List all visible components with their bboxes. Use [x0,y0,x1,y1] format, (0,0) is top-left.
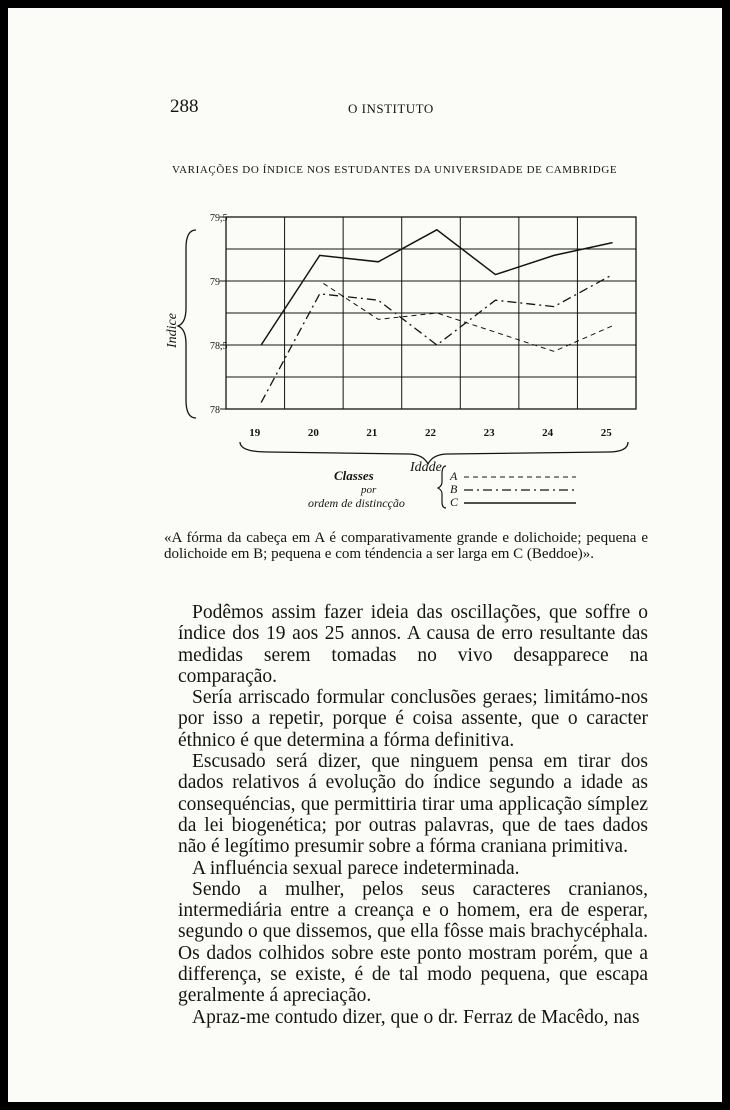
legend-label-ordem: ordem de distincção [308,496,405,510]
legend-label-classes: Classes [334,468,374,483]
chart-legend [449,469,576,509]
paragraph-3: Escusado será dizer, que ninguem pensa em tirar dos dados relativos á evolução do índice segundo a idade as consequéncias, que permittiria tirar uma applicação símplez da lei biogenética; por outras palavras, que de taes dados não é legítimo presumir sobre a fórma craniana primitiva. [178,751,648,858]
x-tick-label: 22 [425,427,436,439]
y-axis-brace [178,230,196,418]
x-tick-label: 19 [249,427,261,439]
paragraph-4: A influéncia sexual parece indeterminada. [192,857,520,879]
legend-label-por: por [361,484,377,496]
index-line-chart [8,8,722,528]
chart-title: VARIAÇÕES DO ÍNDICE NOS ESTUDANTES DA UNIVERSIDADE DE CAMBRIDGE [172,164,618,176]
x-tick-label: 21 [366,427,378,439]
series-A-line [261,281,612,351]
body-text [178,602,648,1028]
chart-labels [210,213,612,439]
y-tick-label: 79 [210,277,220,288]
x-axis-label: Idade [410,460,442,475]
x-tick-label: 24 [542,427,554,439]
legend-entry-B: B [450,482,458,496]
quoted-note: «A fórma da cabeça em A é comparativamente grande e dolichoide; pequena e dolichoide em B; pequena e com téndencia a ser larga em C (Beddoe)». [164,530,648,562]
legend-entry-A: A [450,469,458,483]
paragraph-1: Podêmos assim fazer ideia das oscillações, que soffre o índice dos 19 aos 25 annos. A causa de erro resultante das medidas serem tomadas no vivo desapparece na comparação. [178,602,648,687]
x-tick-label: 23 [483,427,495,439]
x-tick-label: 20 [307,427,319,439]
chart-grid [226,217,636,409]
book-page [8,8,722,1102]
x-tick-label: 25 [600,427,612,439]
series-B-line [261,275,612,403]
running-title: O INSTITUTO [348,101,434,116]
page-number: 288 [170,96,199,117]
y-axis-label: Indice [165,313,180,348]
y-tick-label: 79,5 [210,213,228,224]
paragraph-6: Apraz-me contudo dizer, que o dr. Ferraz de Macêdo, nas [192,1006,640,1028]
y-tick-label: 78,5 [210,341,228,352]
paragraph-5: Sendo a mulher, pelos seus caracteres cranianos, intermediária entre a creança e o homem, era de esperar, segundo o que dissemos, que ella fôsse mais brachycéphala. Os dados colhidos sobre este ponto mostram porém, que a differença, se existe, é de tal modo pequena, que escapa geralmente á apreciação. [178,878,648,1007]
paragraph-2: Sería arriscado formular conclusões geraes; limitámo-nos por isso a repetir, porque é coisa assente, que o caracter éthnico é que determina a fórma definitiva. [178,687,648,751]
series-C-line [261,230,612,345]
y-tick-label: 78 [210,405,220,416]
legend-entry-C: C [450,495,459,509]
